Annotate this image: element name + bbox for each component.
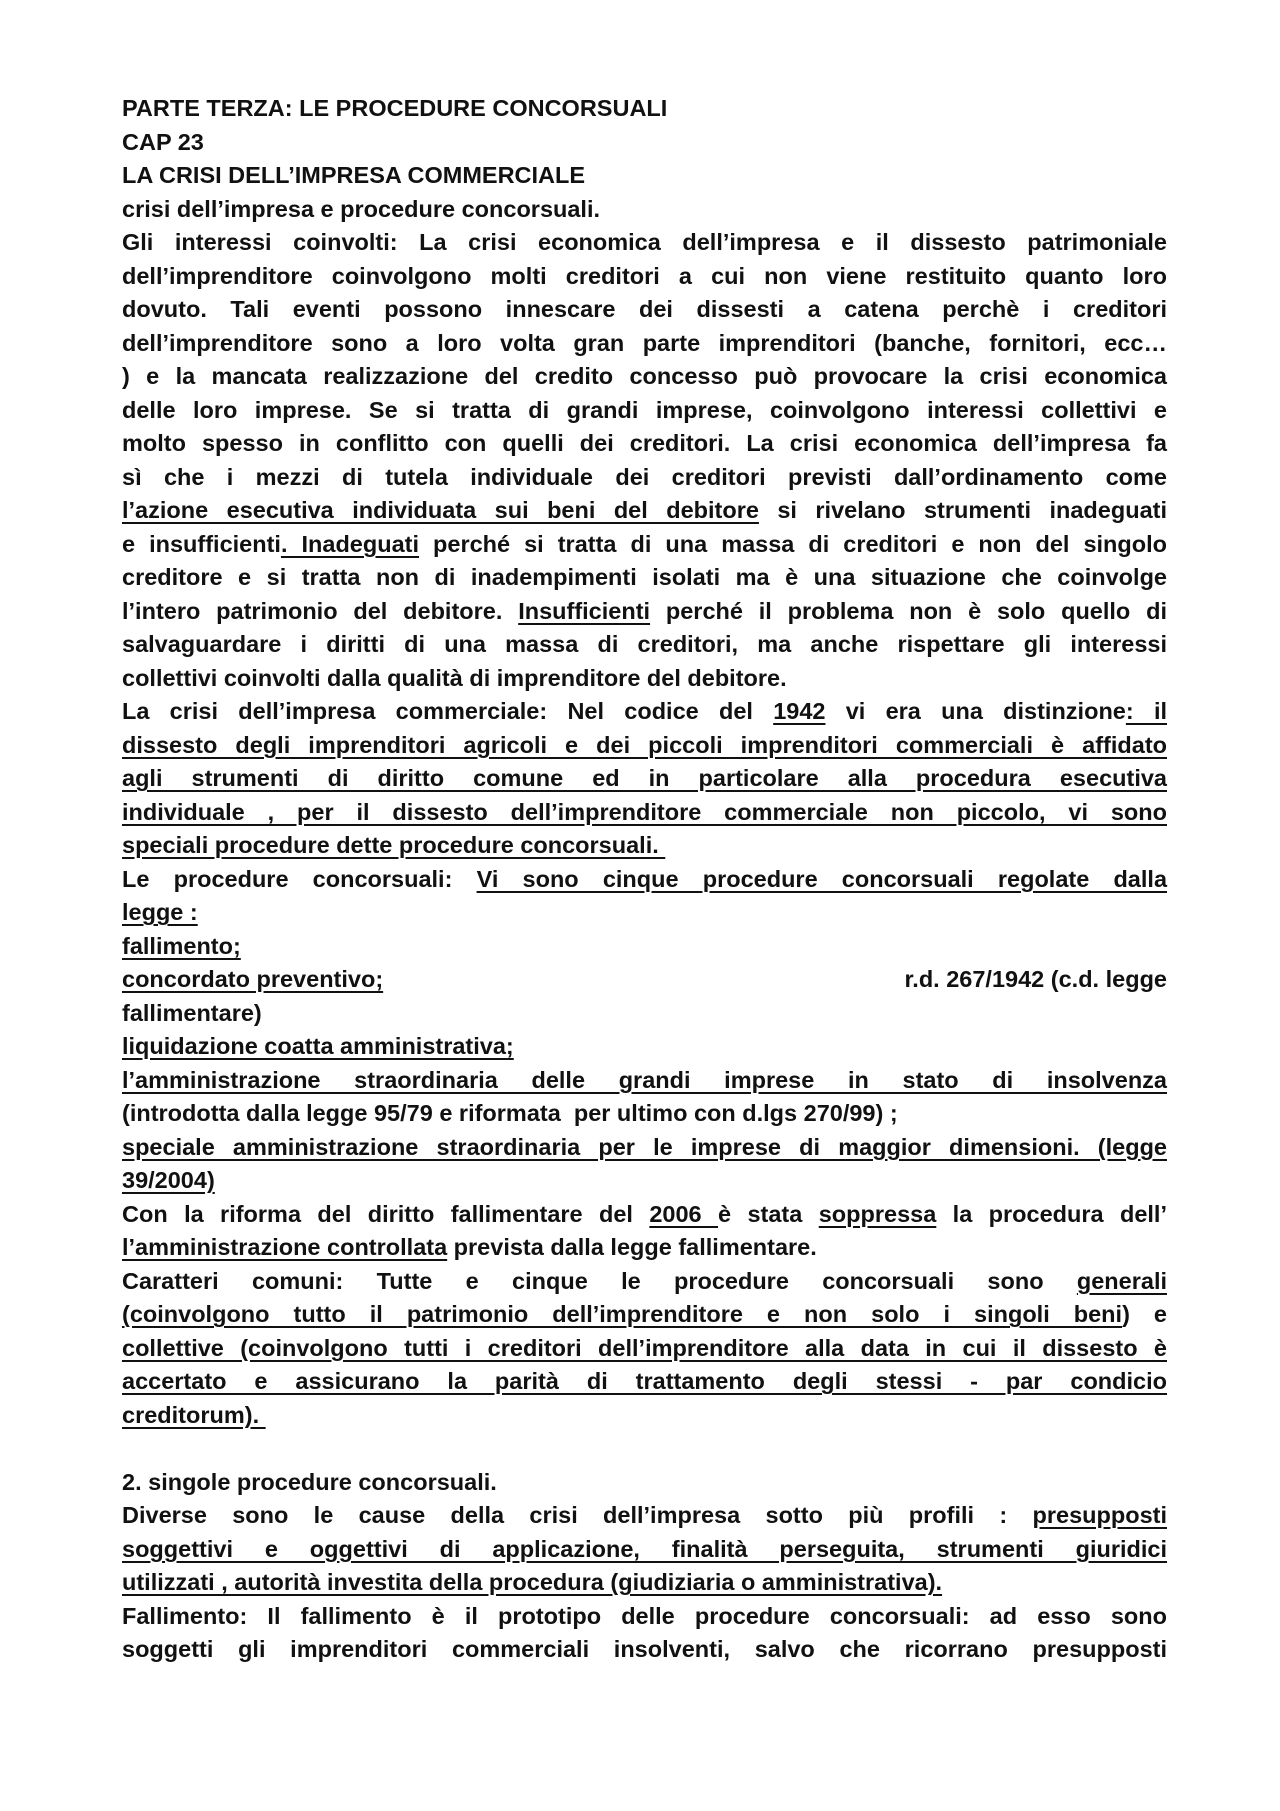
text-line: Fallimento: Il fallimento è il prototipo delle procedure concorsuali: ad esso sono — [122, 1602, 1167, 1629]
text-span: prevista dalla legge fallimentare. — [447, 1234, 817, 1260]
text-line — [122, 1499, 1167, 1533]
text-line — [122, 1566, 1167, 1600]
underlined-text: : il — [1125, 698, 1168, 724]
underlined-text: agli strumenti di diritto comune ed in particolare alla procedura esecutiva — [122, 765, 1167, 791]
text-line — [122, 1399, 1167, 1433]
text-line — [122, 796, 1167, 830]
underlined-text: fallimento; — [122, 932, 241, 959]
text-line: fallimentare) — [122, 999, 262, 1026]
text-span: perché il problema non è solo quello di — [650, 597, 1167, 624]
list-item-amministrazione-straordinaria — [122, 1064, 1167, 1098]
text-span: Con la riforma del diritto fallimentare del — [122, 1200, 650, 1227]
underlined-text: liquidazione coatta amministrativa; — [122, 1033, 514, 1059]
underlined-text: 2006 — [649, 1200, 719, 1227]
text-line — [122, 1298, 1167, 1332]
underlined-text: concordato preventivo; — [122, 966, 384, 992]
text-line — [122, 729, 1167, 763]
text-span: perché si tratta di una massa di creditori e non del singolo — [419, 530, 1167, 557]
chapter-title: LA CRISI DELL’IMPRESA COMMERCIALE — [122, 162, 586, 188]
underlined-text: presupposti — [1032, 1502, 1167, 1528]
legal-reference: r.d. 267/1942 (c.d. legge — [904, 966, 1167, 992]
underlined-text: soppressa — [818, 1200, 937, 1227]
section-subtitle: crisi dell’impresa e procedure concorsuali. — [122, 195, 601, 222]
text-line — [122, 695, 1167, 729]
paragraph-crisi — [122, 695, 1167, 863]
text-span: è stata — [718, 1200, 819, 1227]
chapter-heading: CAP 23 — [122, 128, 204, 155]
text-line — [122, 1265, 1167, 1299]
underlined-text: 39/2004) — [122, 1167, 215, 1193]
text-line: dell’imprenditore coinvolgono molti creditori a cui non viene restituito quanto loro — [122, 262, 1167, 289]
text-span: la procedura dell’ — [936, 1200, 1167, 1227]
underlined-text: utilizzati , autorità investita della procedura (giudiziaria o amministrativa). — [122, 1569, 943, 1595]
underlined-text: individuale , per il dissesto dell’imprenditore commerciale non piccolo, vi sono — [122, 798, 1167, 825]
underlined-text: legge : — [122, 899, 198, 925]
text-span: Le procedure concorsuali: — [122, 865, 477, 892]
text-line — [122, 1231, 1167, 1265]
text-line — [122, 528, 1167, 562]
underlined-text: l’azione esecutiva individuata sui beni del debitore — [122, 497, 759, 523]
paragraph-singole — [122, 1466, 1167, 1667]
list-item-fallimento — [122, 930, 1167, 964]
text-line — [122, 1164, 1167, 1198]
spacer — [122, 1432, 1167, 1466]
text-span: ) e — [1122, 1301, 1167, 1327]
underlined-text: 1942 — [773, 698, 826, 724]
paragraph-caratteri — [122, 1265, 1167, 1433]
underlined-text: (coinvolgono tutto il patrimonio dell’imprenditore e non solo i singoli beni — [122, 1301, 1123, 1327]
underlined-text: Insufficienti — [518, 597, 651, 624]
underlined-text: soggettivi e oggettivi di applicazione, finalità perseguita, strumenti giuridici — [122, 1535, 1167, 1562]
underlined-text: collettive (coinvolgono tutti i creditori dell’imprenditore alla data in cui il dissesto è — [122, 1334, 1167, 1361]
underlined-text: speciale amministrazione straordinaria per le imprese di maggior dimensioni. (legge — [122, 1133, 1167, 1160]
text-line — [122, 762, 1167, 796]
list-item-speciale-amministrazione — [122, 1131, 1167, 1165]
text-line — [122, 896, 1167, 930]
text-line — [122, 595, 1167, 629]
text-span: l’intero patrimonio del debitore. — [122, 597, 519, 624]
paragraph-procedure — [122, 863, 1167, 1198]
underlined-text: accertato e assicurano la parità di trattamento degli stessi - par condicio — [122, 1368, 1167, 1394]
underlined-text: Vi sono cinque procedure concorsuali regolate dalla — [476, 865, 1168, 892]
text-line: dell’imprenditore sono a loro volta gran parte imprenditori (banche, fornitori, ecc… — [122, 329, 1167, 356]
text-line: collettivi coinvolti dalla qualità di imprenditore del debitore. — [122, 664, 787, 691]
underlined-text: speciali procedure dette procedure concorsuali. — [122, 832, 666, 858]
text-line: Gli interessi coinvolti: La crisi economica dell’impresa e il dissesto patrimoniale — [122, 229, 1167, 255]
text-line: delle loro imprese. Se si tratta di grandi imprese, coinvolgono interessi collettivi e — [122, 396, 1167, 423]
text-line — [122, 1332, 1167, 1366]
paragraph-interessi — [122, 226, 1167, 695]
text-line — [122, 1533, 1167, 1567]
list-item-concordato — [122, 963, 1167, 997]
text-span: Caratteri comuni: Tutte e cinque le procedure concorsuali sono — [122, 1267, 1077, 1294]
document-page — [122, 92, 1167, 1667]
underlined-text: generali — [1076, 1267, 1167, 1294]
part-heading: PARTE TERZA: LE PROCEDURE CONCORSUALI — [122, 95, 668, 121]
list-item-lca — [122, 1030, 1167, 1064]
text-line — [122, 863, 1167, 897]
section-title: 2. singole procedure concorsuali. — [122, 1468, 497, 1495]
underlined-text: . Inadeguati — [280, 530, 420, 557]
text-span: vi era una distinzione — [825, 698, 1126, 724]
text-line: dovuto. Tali eventi possono innescare dei dissesti a catena perchè i creditori — [122, 296, 1167, 322]
text-line — [122, 1198, 1167, 1232]
text-line: salvaguardare i diritti di una massa di creditori, ma anche rispettare gli interessi — [122, 631, 1167, 657]
text-line: creditore e si tratta non di inadempimenti isolati ma è una situazione che coinvolge — [122, 564, 1167, 590]
text-line — [122, 1365, 1167, 1399]
text-line: (introdotta dalla legge 95/79 e riformata per ultimo con d.lgs 270/99) ; — [122, 1100, 898, 1126]
text-line — [122, 494, 1167, 528]
text-line: soggetti gli imprenditori commerciali insolventi, salvo che ricorrano presupposti — [122, 1636, 1167, 1662]
underlined-text: l’amministrazione controllata — [122, 1234, 448, 1260]
text-span: si rivelano strumenti inadeguati — [758, 497, 1167, 523]
text-line: sì che i mezzi di tutela individuale dei creditori previsti dall’ordinamento come — [122, 463, 1167, 490]
text-span: La crisi dell’impresa commerciale: Nel codice del — [122, 698, 774, 724]
underlined-text: dissesto degli imprenditori agricoli e dei piccoli imprenditori commerciali è affidato — [122, 731, 1167, 758]
text-span: e insufficienti — [122, 530, 281, 557]
text-line — [122, 829, 1167, 863]
paragraph-riforma — [122, 1198, 1167, 1265]
underlined-text: creditorum). — [122, 1401, 266, 1428]
text-line: ) e la mancata realizzazione del credito concesso può provocare la crisi economica — [122, 363, 1167, 389]
underlined-text: l’amministrazione straordinaria delle grandi imprese in stato di insolvenza — [122, 1066, 1167, 1093]
text-span: Diverse sono le cause della crisi dell’impresa sotto più profili : — [122, 1502, 1033, 1528]
text-line: molto spesso in conflitto con quelli dei creditori. La crisi economica dell’impresa fa — [122, 430, 1167, 456]
